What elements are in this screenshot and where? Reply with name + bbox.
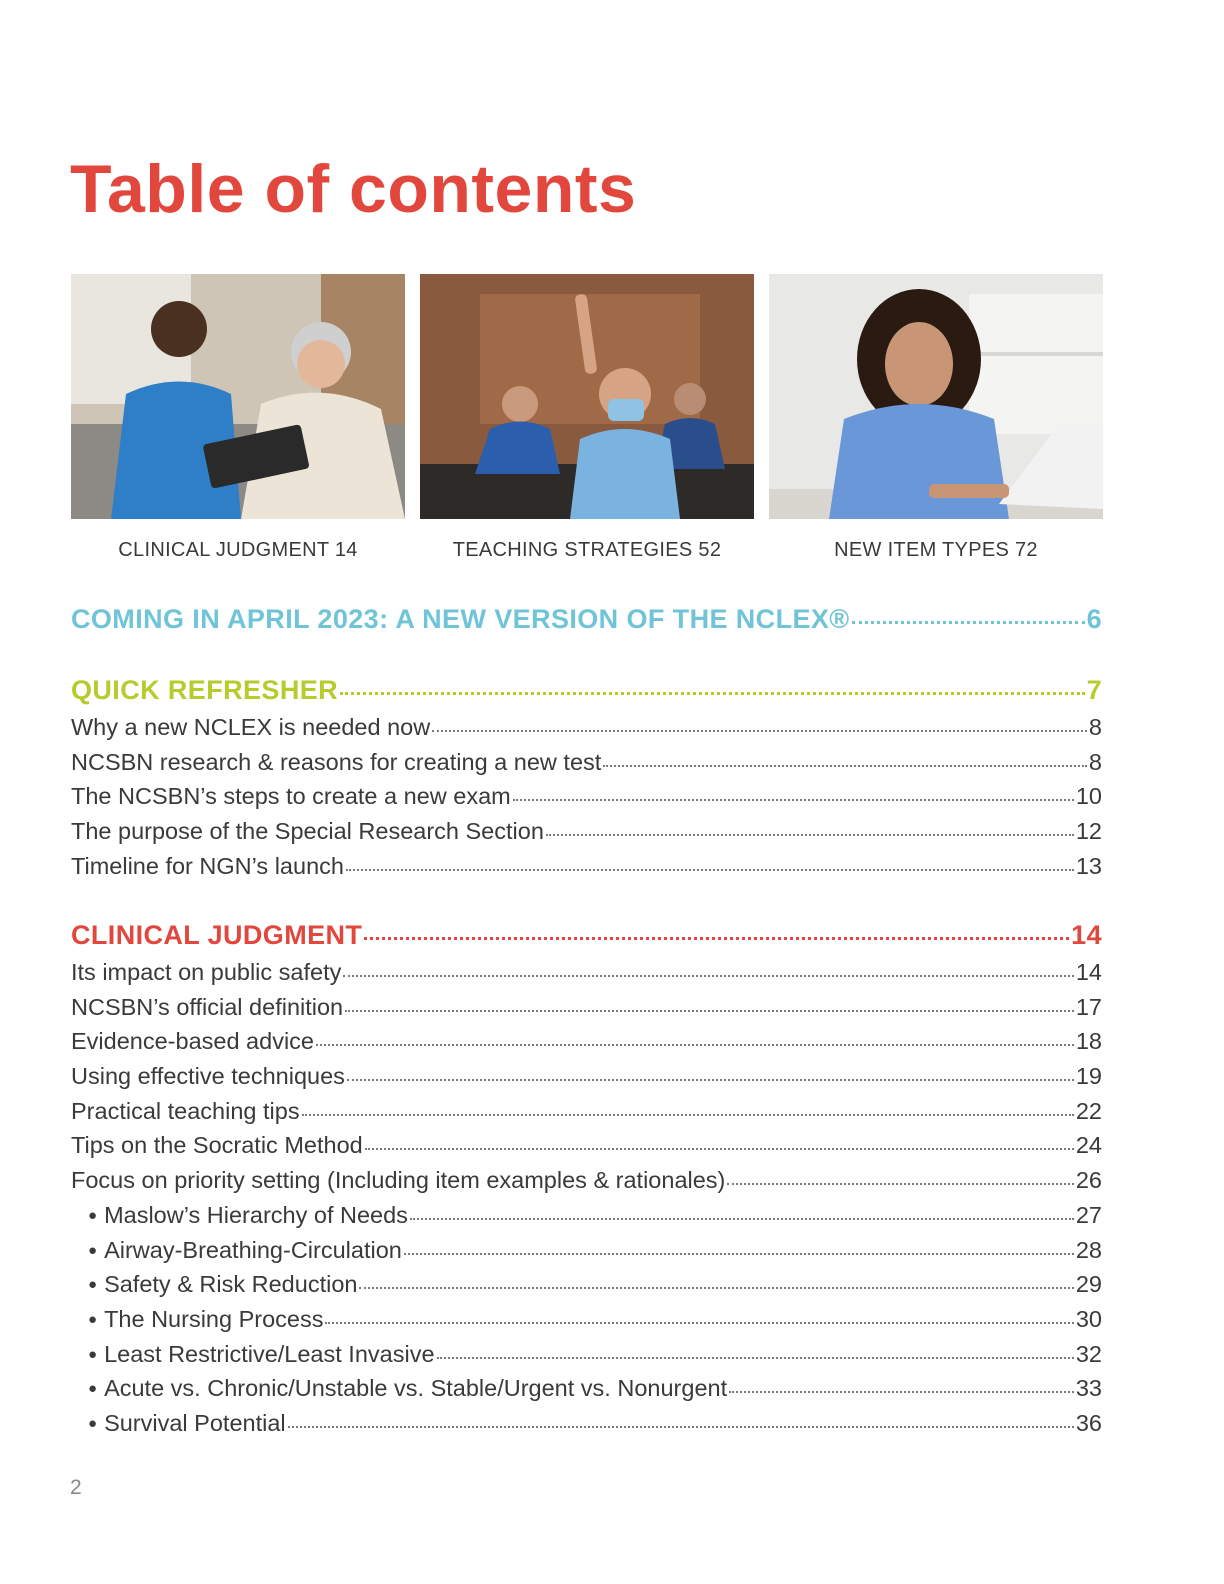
toc-entry-label: The NCSBN’s steps to create a new exam: [71, 783, 511, 810]
toc-entry[interactable]: [71, 990, 1102, 1025]
photo-nurse-with-patient: [71, 274, 405, 519]
dot-leader: [346, 869, 1074, 871]
toc-subentry-page: 36: [1075, 1409, 1102, 1436]
toc-heading-judgment[interactable]: [71, 915, 1102, 955]
toc-entry[interactable]: [71, 745, 1102, 780]
toc-subentry-label: The Nursing Process: [104, 1305, 324, 1332]
bullet-icon: ●: [88, 1414, 98, 1432]
bullet-icon: ●: [88, 1206, 98, 1224]
toc-subentry[interactable]: [71, 1371, 1102, 1406]
toc-section-coming: [71, 599, 1102, 639]
toc-heading-label: COMING IN APRIL 2023: A NEW VERSION OF THE NCLEX®: [71, 604, 850, 634]
toc-heading-page: 6: [1086, 604, 1102, 634]
dot-leader: [347, 1079, 1074, 1081]
toc-entry-label: Tips on the Socratic Method: [71, 1132, 363, 1159]
toc-entry-label: NCSBN research & reasons for creating a new test: [71, 748, 602, 775]
toc-section-refresher: [71, 670, 1102, 883]
toc-subentry[interactable]: [71, 1302, 1102, 1337]
toc-entry[interactable]: [71, 1094, 1102, 1129]
toc-heading-refresher[interactable]: [71, 670, 1102, 710]
dot-leader: [404, 1253, 1074, 1255]
toc-entry-label: Why a new NCLEX is needed now: [71, 714, 431, 740]
toc-entry-page: 10: [1075, 783, 1102, 810]
toc-subentry-page: 29: [1075, 1271, 1102, 1298]
toc-subentry[interactable]: [71, 1406, 1102, 1441]
toc-subentry-label: Airway-Breathing-Circulation: [104, 1236, 402, 1263]
caption-teaching-strategies: TEACHING STRATEGIES 52: [452, 539, 722, 561]
toc-entry-page: 8: [1088, 714, 1102, 740]
toc-heading-page: 14: [1071, 920, 1102, 950]
toc-entry-label: The purpose of the Special Research Section: [71, 818, 544, 845]
toc-entry-page: 26: [1075, 1167, 1102, 1194]
dot-leader: [340, 692, 1085, 695]
dot-leader: [364, 937, 1069, 940]
dot-leader: [345, 1010, 1074, 1012]
toc-entry-label: NCSBN’s official definition: [71, 993, 344, 1020]
dot-leader: [343, 975, 1073, 977]
dot-leader: [302, 1114, 1074, 1116]
bullet-icon: ●: [88, 1310, 98, 1328]
toc-subentry-page: 33: [1075, 1375, 1102, 1402]
toc-subentry[interactable]: [71, 1267, 1102, 1302]
toc-entry[interactable]: [71, 955, 1102, 990]
toc-subentry-label: Maslow’s Hierarchy of Needs: [104, 1201, 408, 1228]
toc-subentry[interactable]: [71, 1233, 1102, 1268]
dot-leader: [727, 1183, 1073, 1185]
toc-entry-page: 24: [1075, 1132, 1102, 1159]
dot-leader: [513, 799, 1074, 801]
toc-subentry-page: 27: [1075, 1201, 1102, 1228]
toc-subentry-label: Safety & Risk Reduction: [104, 1271, 358, 1298]
dot-leader: [316, 1044, 1074, 1046]
toc-entry-page: 17: [1075, 993, 1102, 1020]
toc-subentry-page: 32: [1075, 1340, 1102, 1367]
toc-entry[interactable]: [71, 779, 1102, 814]
toc-heading-label: QUICK REFRESHER: [71, 675, 339, 705]
dot-leader: [437, 1357, 1074, 1359]
toc-subentry-label: Survival Potential: [104, 1409, 286, 1436]
toc-entry-page: 18: [1075, 1028, 1102, 1055]
toc-subentry[interactable]: [71, 1337, 1102, 1372]
caption-new-item-types: NEW ITEM TYPES 72: [834, 539, 1038, 561]
bullet-icon: ●: [88, 1345, 98, 1363]
dot-leader: [365, 1148, 1074, 1150]
dot-leader: [359, 1287, 1073, 1289]
toc-entry-page: 22: [1075, 1097, 1102, 1124]
toc-subentry-page: 30: [1075, 1305, 1102, 1332]
bullet-icon: ●: [88, 1380, 98, 1398]
toc-entry-label: Its impact on public safety: [71, 959, 342, 985]
toc-heading-coming[interactable]: [71, 599, 1102, 639]
toc-entry[interactable]: [71, 1128, 1102, 1163]
dot-leader: [325, 1322, 1073, 1324]
toc-entry[interactable]: [71, 849, 1102, 884]
toc-subentry-label: Acute vs. Chronic/Unstable vs. Stable/Urgent vs. Nonurgent: [104, 1375, 728, 1402]
toc-entry[interactable]: [71, 1059, 1102, 1094]
dot-leader: [432, 730, 1087, 732]
dot-leader: [729, 1391, 1074, 1393]
photo-nurse-at-laptop: [769, 274, 1103, 519]
toc-entry[interactable]: [71, 710, 1102, 745]
toc-entry-label: Evidence-based advice: [71, 1028, 314, 1055]
toc-entry-page: 19: [1075, 1063, 1102, 1090]
caption-clinical-judgment: CLINICAL JUDGMENT 14: [118, 539, 358, 561]
toc-entry[interactable]: [71, 1163, 1102, 1198]
toc-section-judgment: [71, 915, 1102, 1441]
toc-entry-page: 14: [1075, 959, 1102, 985]
toc-entry[interactable]: [71, 814, 1102, 849]
toc-subentry[interactable]: [71, 1198, 1102, 1233]
toc-entry-label: Focus on priority setting (Including item examples & rationales): [71, 1167, 726, 1194]
page-number: 2: [70, 1476, 82, 1499]
toc-subentry-label: Least Restrictive/Least Invasive: [104, 1340, 435, 1367]
dot-leader: [603, 765, 1087, 767]
toc-heading-page: 7: [1086, 675, 1102, 705]
dot-leader: [546, 834, 1074, 836]
toc-subentry-page: 28: [1075, 1236, 1102, 1263]
toc-entry-page: 13: [1075, 852, 1102, 879]
toc-heading-label: CLINICAL JUDGMENT: [71, 920, 363, 950]
dot-leader: [410, 1218, 1074, 1220]
photo-nursing-students: [420, 274, 754, 519]
toc-entry-label: Timeline for NGN’s launch: [71, 852, 344, 879]
toc-entry[interactable]: [71, 1024, 1102, 1059]
dot-leader: [852, 621, 1085, 624]
page-title: Table of contents: [70, 151, 637, 227]
toc-entry-page: 8: [1088, 748, 1102, 775]
bullet-icon: ●: [88, 1276, 98, 1294]
bullet-icon: ●: [88, 1241, 98, 1259]
toc-entry-page: 12: [1075, 818, 1102, 845]
toc-entry-label: Using effective techniques: [71, 1063, 345, 1090]
toc-entry-label: Practical teaching tips: [71, 1097, 300, 1124]
dot-leader: [288, 1426, 1074, 1428]
